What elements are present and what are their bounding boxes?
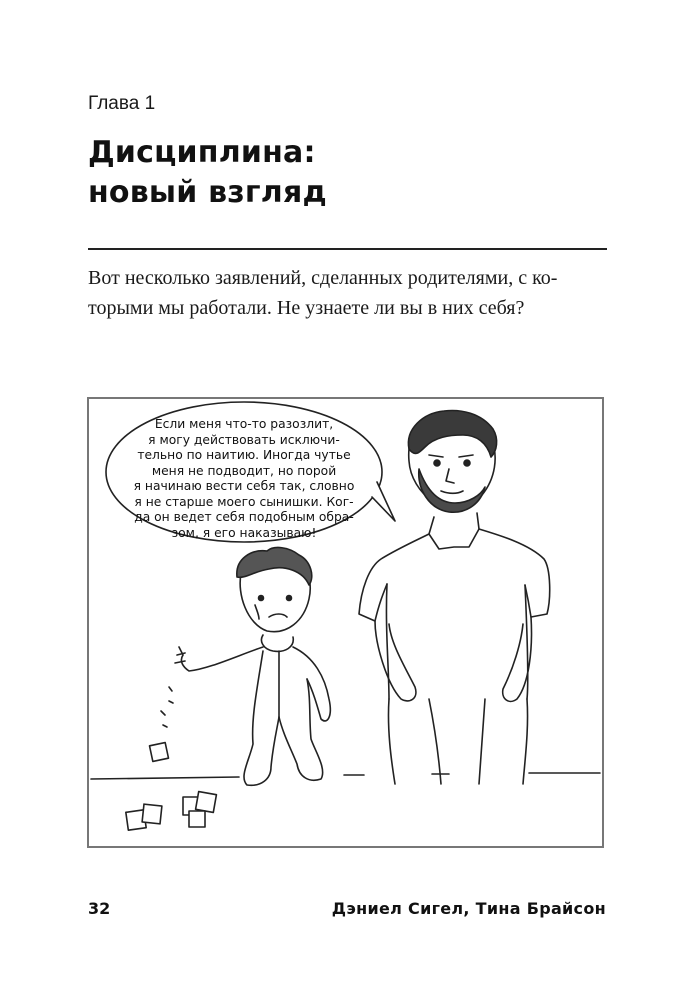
comic-illustration xyxy=(87,397,604,848)
running-footer-authors: Дэниел Сигел, Тина Брайсон xyxy=(331,899,606,918)
bubble-line-4: меня не подводит, но порой xyxy=(151,463,337,478)
bubble-line-6: я не старше моего сынишки. Ког- xyxy=(134,494,354,509)
title-divider xyxy=(88,248,607,250)
intro-line-1: Вот несколько заявлений, сделанных родителями, с ко- xyxy=(88,267,558,289)
bubble-line-7: да он ведет себя подобным обра- xyxy=(134,510,354,524)
intro-line-2: торыми мы работали. Не узнаете ли вы в них себя? xyxy=(88,297,525,319)
bubble-line-2: я могу действовать исключи- xyxy=(148,432,340,447)
chapter-title xyxy=(88,133,327,213)
bubble-line-8: зом, я его наказываю! xyxy=(171,525,317,540)
chapter-title-line-2: новый взгляд xyxy=(88,175,327,210)
chapter-title-line-1: Дисциплина: xyxy=(88,135,316,170)
chapter-label: Глава 1 xyxy=(88,93,156,114)
father-figure xyxy=(359,411,550,784)
bubble-line-3: тельно по наитию. Иногда чутье xyxy=(137,448,351,462)
speech-bubble-tail xyxy=(372,482,395,521)
toy-blocks xyxy=(126,687,217,830)
bubble-line-1: Если меня что-то разозлит, xyxy=(154,417,334,431)
speech-bubble-text xyxy=(114,417,374,541)
bubble-line-5: я начинаю вести себя так, словно xyxy=(133,479,355,493)
intro-paragraph xyxy=(88,263,610,323)
toddler-figure xyxy=(175,548,330,786)
page-number: 32 xyxy=(88,899,111,918)
